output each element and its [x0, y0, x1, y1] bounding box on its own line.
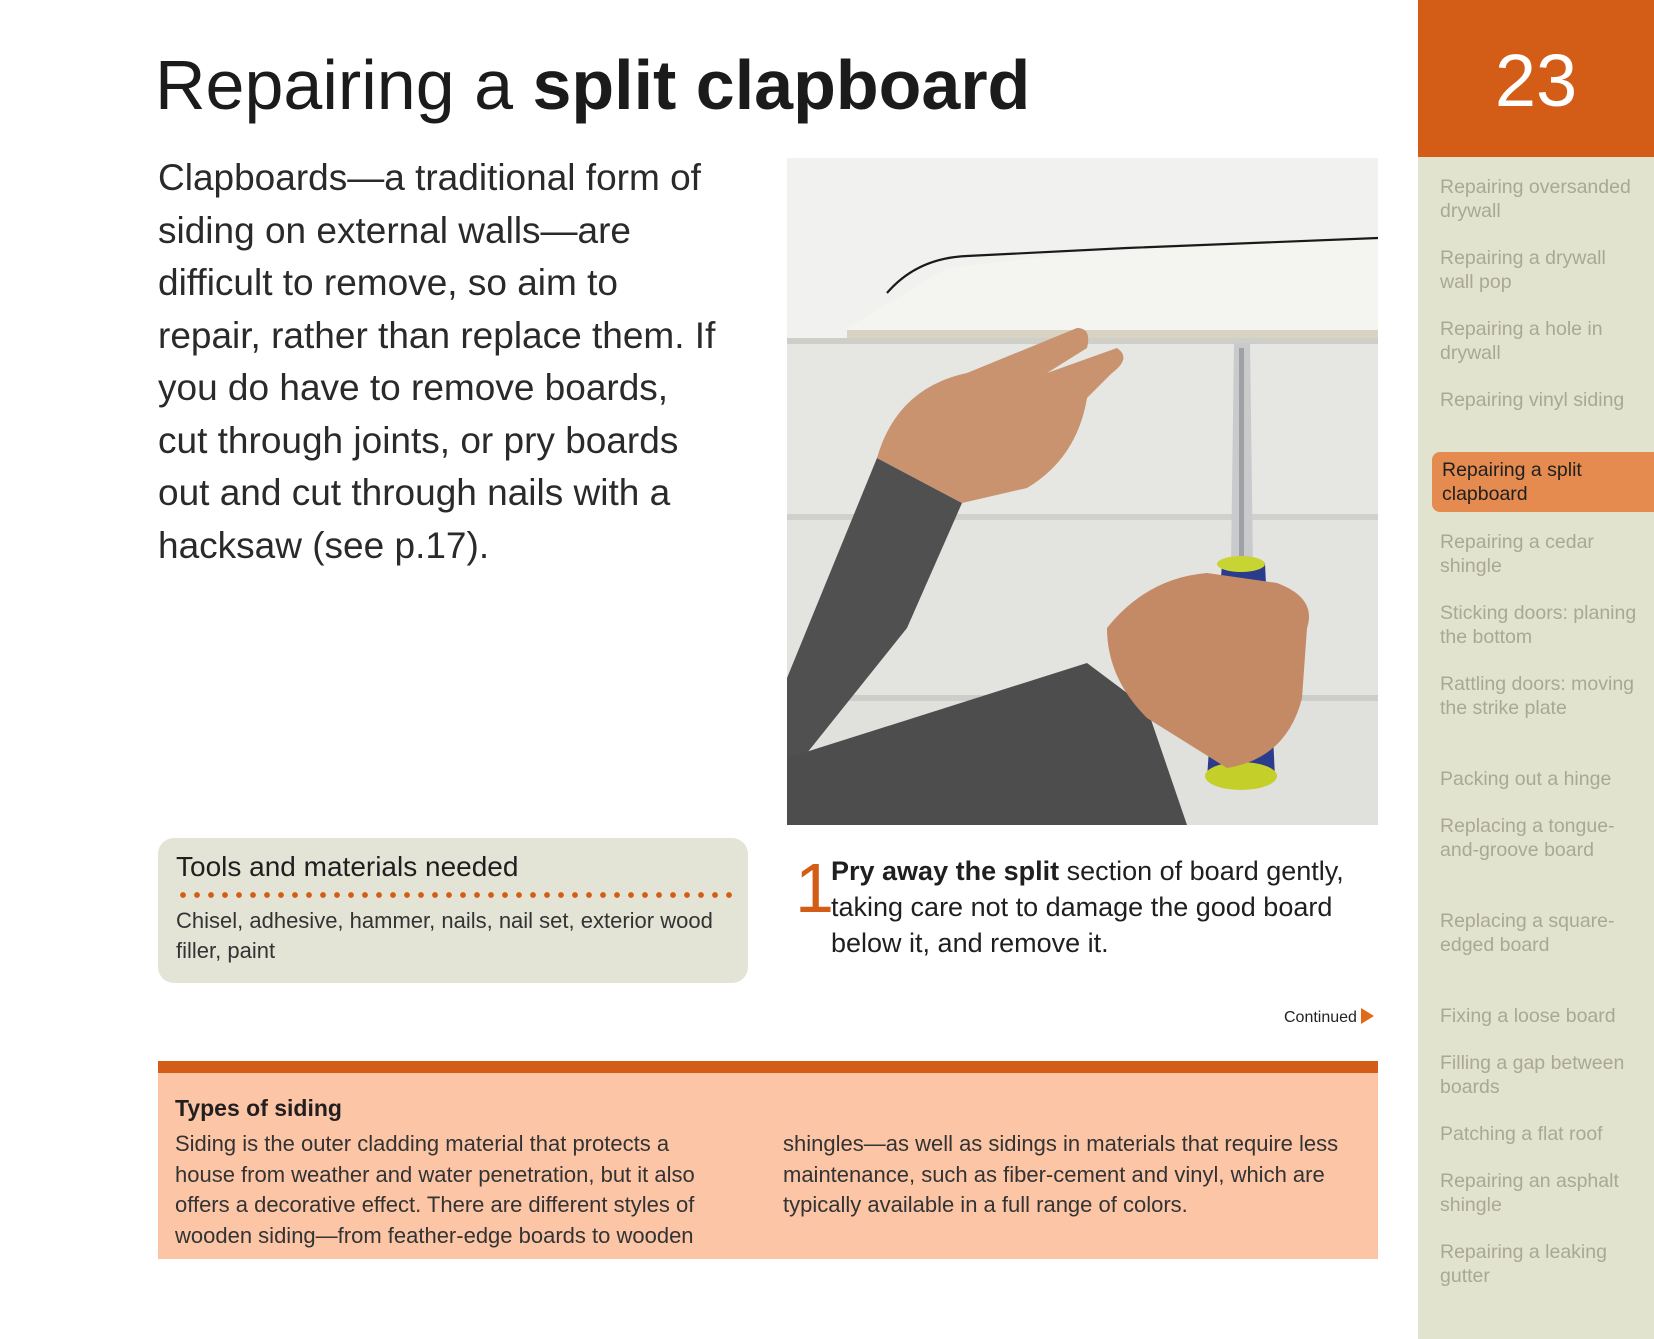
toc-item[interactable]: Fixing a loose board: [1440, 1005, 1616, 1027]
toc-item[interactable]: Replacing a square-edged board: [1440, 910, 1615, 956]
dotted-divider: [176, 890, 736, 900]
intro-paragraph: Clapboards—a traditional form of siding on external walls—are difficult to remove, so aim to repair, rather than replace them. If you do have to remove boards, cut through joints, or pry boards out and cut through nails with a hacksaw (see p.17).: [158, 157, 716, 566]
toc-item[interactable]: Repairing a cedar shingle: [1440, 531, 1594, 577]
toc-item[interactable]: Repairing oversanded drywall: [1440, 176, 1631, 222]
page-number: 23: [1494, 39, 1578, 122]
step-text: [831, 853, 1383, 961]
title-bold: split clapboard: [532, 46, 1031, 124]
siding-column-2: shingles—as well as sidings in materials that require less maintenance, such as fiber-cement and vinyl, which are typically available in a full range of colors.: [783, 1131, 1339, 1217]
title-regular: Repairing a: [155, 46, 533, 124]
chisel-prying-illustration: [787, 158, 1378, 825]
siding-column-1: Siding is the outer cladding material that protects a house from weather and water penetration, but it also offers a decorative effect. There are different styles of wooden siding—from feather-edge boards to wooden: [175, 1131, 695, 1248]
tools-materials-box: [158, 838, 748, 983]
chapter-sidebar: [1418, 0, 1654, 1339]
toc-item[interactable]: Repairing a hole in drywall: [1440, 318, 1603, 364]
toc-item[interactable]: Sticking doors: planing the bottom: [1440, 602, 1637, 648]
toc-item[interactable]: Repairing an asphalt shingle: [1440, 1170, 1619, 1216]
types-of-siding-box: [158, 1061, 1378, 1259]
continued-link[interactable]: [1284, 1007, 1374, 1029]
arrow-right-icon: [1361, 1008, 1374, 1024]
siding-title: Types of siding: [175, 1095, 342, 1121]
toc-item[interactable]: Filling a gap between boards: [1440, 1052, 1625, 1098]
toc-item[interactable]: Packing out a hinge: [1440, 768, 1612, 790]
toc-item[interactable]: Repairing a leaking gutter: [1440, 1241, 1607, 1287]
toc-item[interactable]: Repairing vinyl siding: [1440, 389, 1625, 411]
continued-label: Continued: [1284, 1009, 1357, 1026]
step-lead: Pry away the split: [831, 856, 1060, 886]
page-number-box: [1418, 0, 1654, 157]
toc-item-active[interactable]: Repairing a split clapboard: [1432, 452, 1654, 512]
step-body: section of board gently, taking care not to damage the good board below it, and remove it.: [831, 856, 1344, 958]
toc-item[interactable]: Rattling doors: moving the strike plate: [1440, 673, 1635, 719]
page-title: [155, 40, 1030, 130]
step-photo: [787, 158, 1378, 825]
tools-list: Chisel, adhesive, hammer, nails, nail set, exterior wood filler, paint: [176, 908, 713, 963]
tools-title: Tools and materials needed: [176, 851, 519, 882]
toc-item[interactable]: Replacing a tongue-and-groove board: [1440, 815, 1615, 861]
step-number: 1: [795, 849, 834, 927]
toc-item[interactable]: Repairing a drywall wall pop: [1440, 247, 1606, 293]
toc-item[interactable]: Patching a flat roof: [1440, 1123, 1603, 1145]
